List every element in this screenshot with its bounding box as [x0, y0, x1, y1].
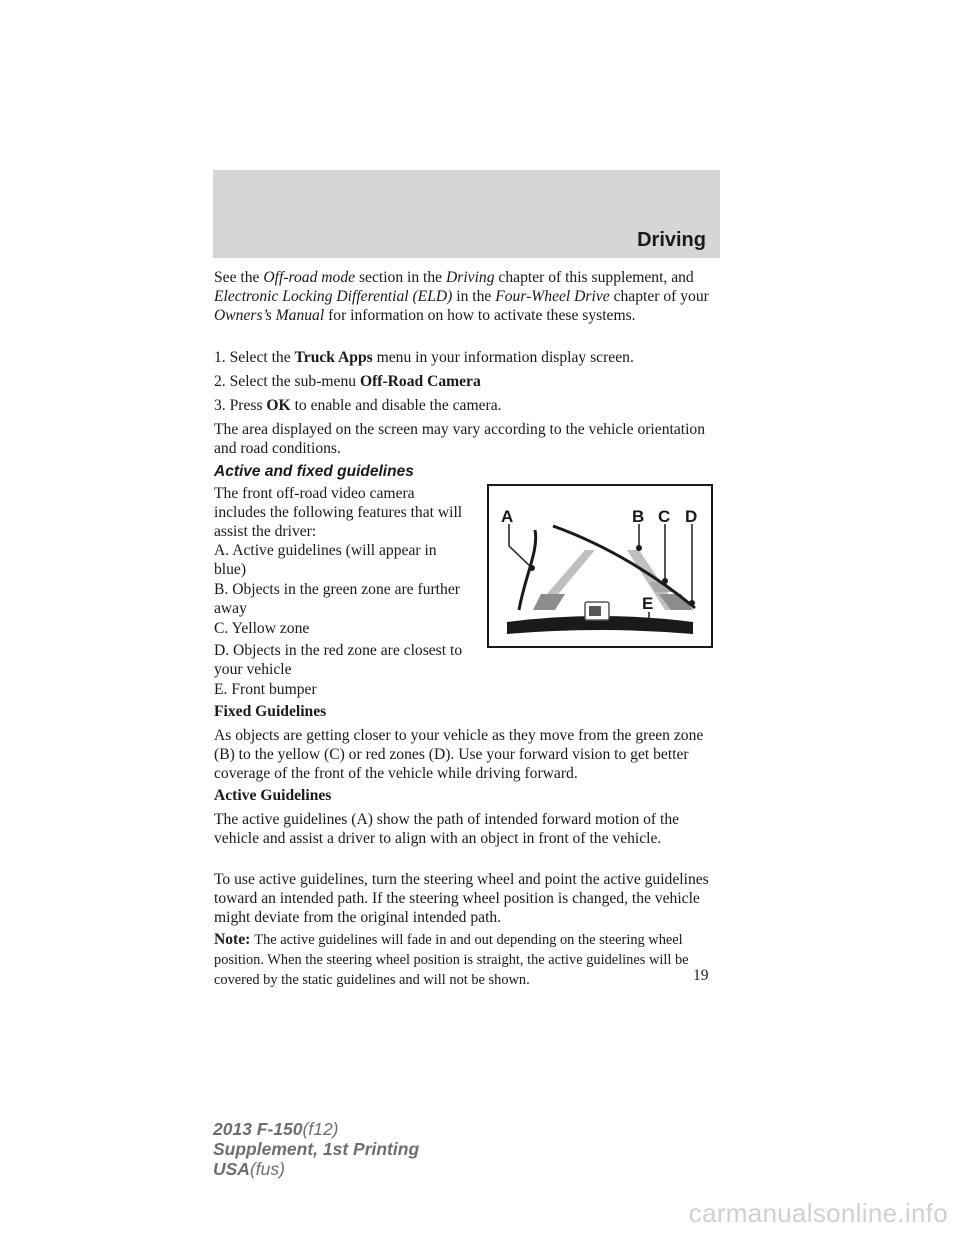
marker-e-dot — [646, 623, 652, 629]
step-text: 3. Press — [214, 397, 267, 414]
print-footer — [213, 1119, 419, 1179]
step-1 — [214, 348, 720, 367]
leader-a — [509, 546, 532, 568]
intro-text: chapter of your — [609, 288, 709, 305]
intro-text: in the — [452, 288, 496, 305]
area-note-text: The area displayed on the screen may vary according to the vehicle orientation and road conditions. — [214, 421, 705, 457]
intro-ref-eld: Electronic Locking Differential (ELD) — [214, 288, 453, 305]
marker-b-dot — [636, 545, 642, 551]
feature-e-text: E. Front bumper — [214, 681, 317, 698]
footer-edition: Supplement, 1st Printing — [213, 1139, 420, 1159]
page-number: 19 — [693, 967, 709, 984]
intro-ref-off-road-mode: Off-road mode — [263, 269, 356, 286]
feature-item — [214, 641, 464, 679]
footer-model: 2013 F-150 — [213, 1119, 303, 1139]
step-text: to enable and disable the camera. — [290, 397, 502, 414]
active-guidelines-heading: Active Guidelines — [214, 787, 332, 804]
fixed-guidelines-heading: Fixed Guidelines — [214, 703, 327, 720]
active-guidelines-text-2: To use active guidelines, turn the steering wheel and point the active guidelines toward an intended path. If the steering wheel position is changed, the vehicle might deviate from the original intended path. — [214, 871, 709, 926]
callout-e: E — [642, 594, 654, 613]
footer-model-code: (f12) — [302, 1119, 339, 1139]
feature-item — [214, 619, 464, 638]
step-3-button-name: OK — [266, 397, 291, 414]
zone-left-near — [533, 594, 565, 610]
marker-d-dot — [689, 600, 695, 606]
feature-item — [214, 541, 464, 579]
section-header-band — [213, 170, 720, 258]
active-guidelines-body-2 — [214, 870, 720, 927]
step-2 — [214, 372, 720, 391]
camera-icon-lens — [589, 606, 601, 616]
section-title: Driving — [637, 229, 706, 251]
guidelines-heading: Active and fixed guidelines — [214, 463, 414, 480]
intro-ref-driving: Driving — [446, 269, 495, 286]
fixed-guidelines-text: As objects are getting closer to your vehicle as they move from the green zone (B) to the yellow (C) or red zones (D). Use your forward vision to get better coverage of the front of the vehicle while driving forward. — [214, 727, 704, 782]
step-2-submenu-name: Off-Road Camera — [359, 373, 481, 390]
camera-guidelines-figure — [487, 484, 713, 648]
camera-guidelines-diagram — [489, 486, 711, 646]
active-guidelines-body-1 — [214, 810, 720, 848]
step-text: 2. Select the sub-menu — [214, 373, 360, 390]
callout-a: A — [501, 507, 514, 526]
feature-item — [214, 580, 464, 618]
callout-d: D — [685, 507, 698, 526]
callout-b: B — [632, 507, 645, 526]
feature-b-text: B. Objects in the green zone are further away — [214, 581, 460, 617]
note-paragraph — [214, 930, 720, 990]
feature-a-text: A. Active guidelines (will appear in blue) — [214, 542, 437, 578]
feature-d-text: D. Objects in the red zone are closest to your vehicle — [214, 642, 463, 678]
watermark: carmanualsonline.info — [688, 1198, 948, 1228]
note-label: Note: — [214, 931, 251, 948]
features-intro-text: The front off-road video camera includes the following features that will assist the driver: — [214, 485, 463, 540]
footer-market: USA — [213, 1159, 250, 1179]
features-intro — [214, 484, 464, 541]
feature-item — [214, 680, 464, 699]
fixed-guidelines-body — [214, 726, 720, 783]
active-guidelines-text-1: The active guidelines (A) show the path of intended forward motion of the vehicle and assist a driver to align with an object in front of the vehicle. — [214, 811, 680, 847]
area-note — [214, 420, 720, 458]
active-guidelines-section — [214, 786, 720, 805]
footer-market-code: (fus) — [249, 1159, 285, 1179]
step-text: menu in your information display screen. — [372, 349, 634, 366]
intro-paragraph — [214, 268, 720, 325]
marker-a-dot — [529, 565, 535, 571]
intro-text: chapter of this supplement, and — [494, 269, 694, 286]
intro-ref-four-wheel-drive: Four-Wheel Drive — [495, 288, 610, 305]
step-text: 1. Select the — [214, 349, 295, 366]
intro-text: for information on how to activate these systems. — [324, 307, 636, 324]
step-1-menu-name: Truck Apps — [294, 349, 373, 366]
intro-text: section in the — [355, 269, 447, 286]
intro-ref-owners-manual: Owners’s Manual — [214, 307, 325, 324]
step-3 — [214, 396, 720, 415]
callout-c: C — [658, 507, 671, 526]
marker-c-dot — [662, 578, 668, 584]
intro-text: See the — [214, 269, 264, 286]
feature-c-text: C. Yellow zone — [214, 620, 310, 637]
note-text: The active guidelines will fade in and out depending on the steering wheel position. When the steering wheel position is straight, the active guidelines will be covered by the static guidelines and will not be shown. — [214, 932, 689, 988]
fixed-guidelines-section — [214, 702, 720, 721]
guidelines-heading-block — [214, 462, 720, 481]
